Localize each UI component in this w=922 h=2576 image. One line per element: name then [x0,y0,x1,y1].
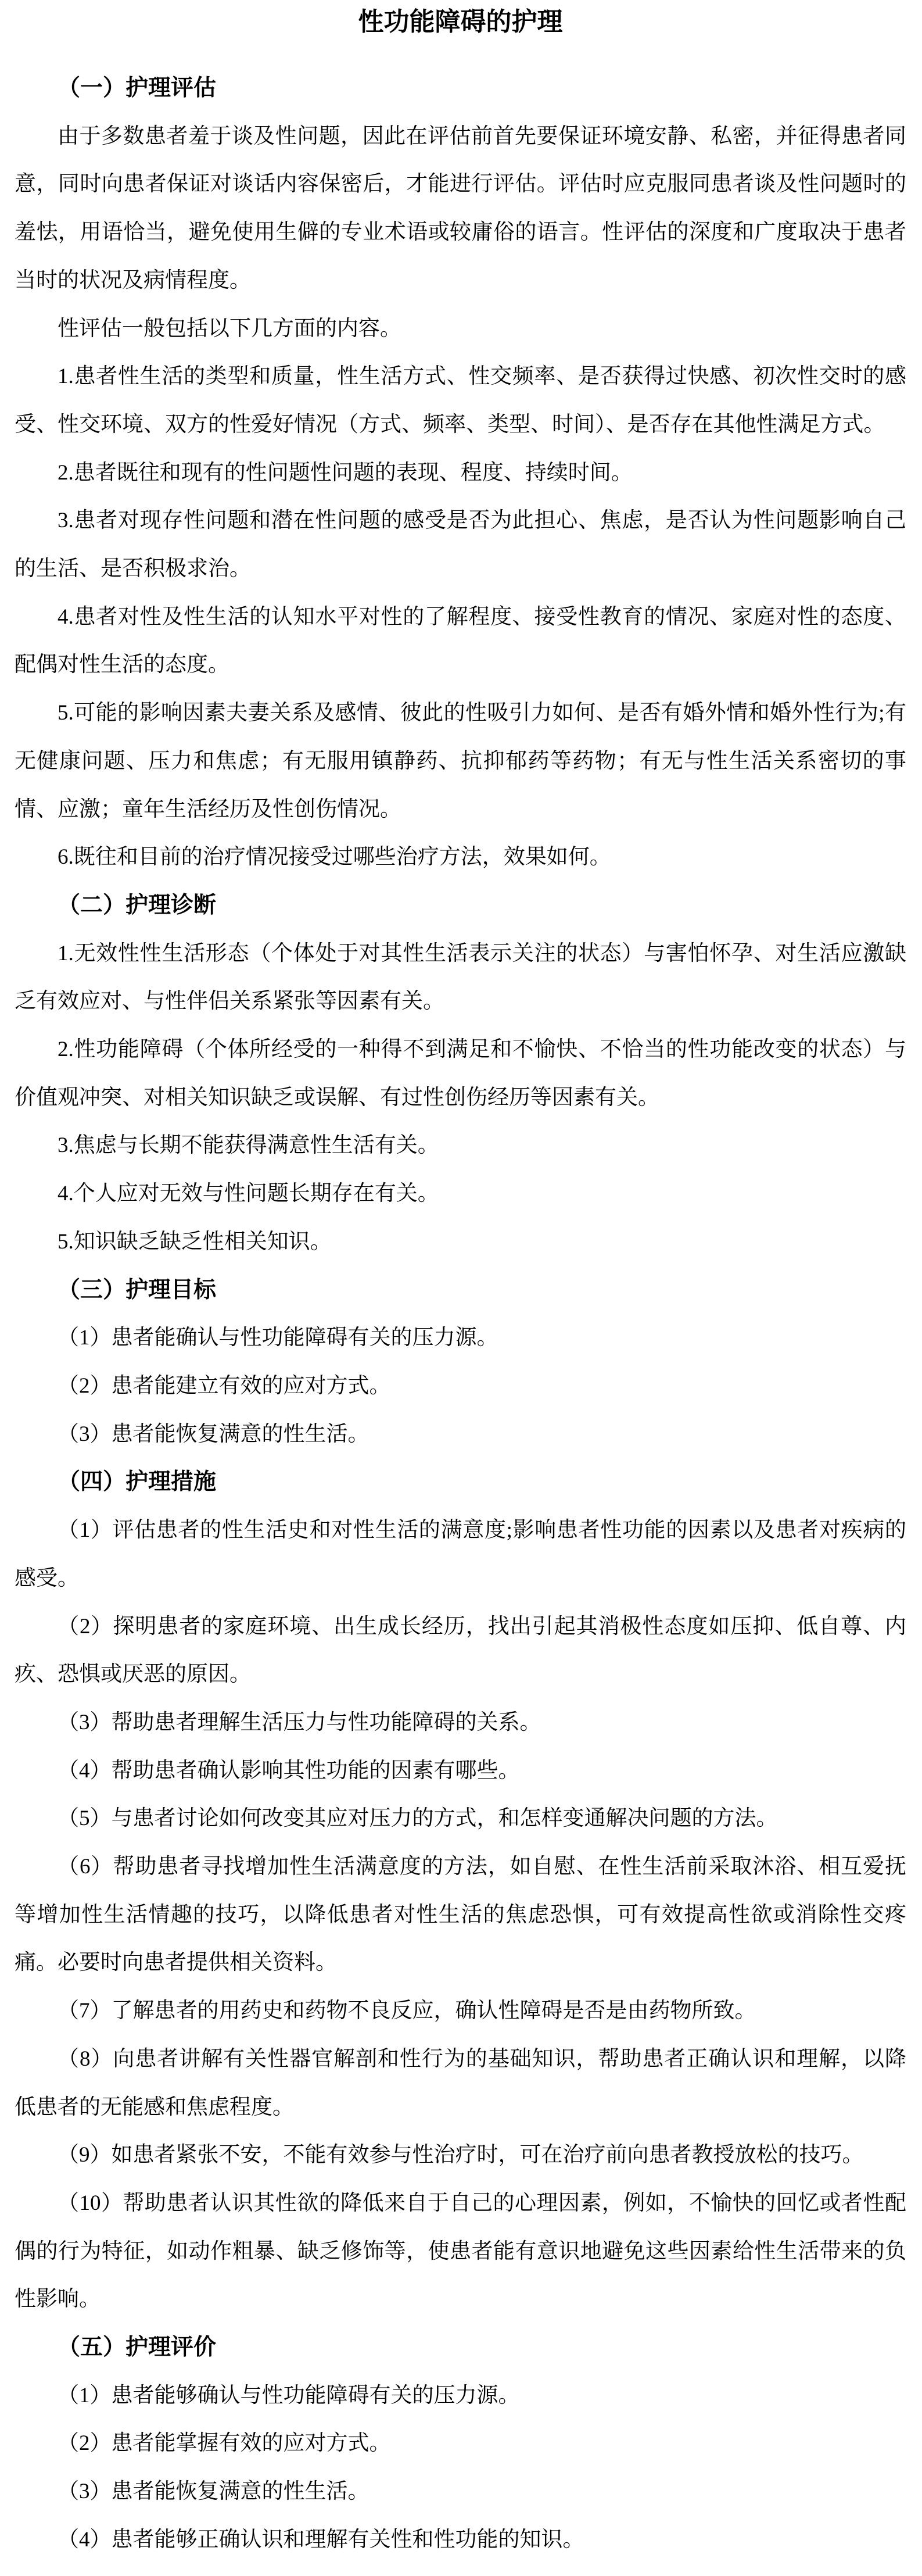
section-heading: （一）护理评估 [58,76,217,101]
paragraph: 3.焦虑与长期不能获得满意性生活有关。 [58,1133,439,1158]
paragraph: （1）患者能够确认与性功能障碍有关的压力源。 [58,2383,520,2407]
paragraph: 4.个人应对无效与性问题长期存在有关。 [58,1182,439,1206]
paragraph: 4.患者对性及性生活的认知水平对性的了解程度、接受性教育的情况、家庭对性的态度、配偶对性生活的态度。 [15,604,906,677]
paragraph: （4）帮助患者确认影响其性功能的因素有哪些。 [58,1758,520,1783]
paragraph: （3）患者能恢复满意的性生活。 [58,1422,369,1446]
page-title: 性功能障碍的护理 [358,8,563,36]
section-nursing-evaluation [15,2324,906,2564]
section-nursing-measures [15,1458,906,2324]
paragraph: （6）帮助患者寻找增加性生活满意度的方法，如自慰、在性生活前采取沐浴、相互爱抚等增加性生活情趣的技巧，以降低患者对性生活的焦虑恐惧，可有效提高性欲或消除性交疼痛。必要时向患者提供相关资料。 [15,1855,906,1975]
section-nursing-diagnosis [15,882,906,1266]
paragraph: （7）了解患者的用药史和药物不良反应，确认性障碍是否是由药物所致。 [58,1999,756,2023]
paragraph: 性评估一般包括以下几方面的内容。 [58,316,401,341]
paragraph: （2）患者能建立有效的应对方式。 [58,1373,391,1398]
paragraph: 由于多数患者羞于谈及性问题，因此在评估前首先要保证环境安静、私密，并征得患者同意，同时向患者保证对谈话内容保密后，才能进行评估。评估时应克服同患者谈及性问题时的羞怯，用语恰当，避免使用生僻的专业术语或较庸俗的语言。性评估的深度和广度取决于患者当时的状况及病情程度。 [15,124,906,292]
section-heading: （四）护理措施 [58,1469,217,1495]
section-nursing-goals [15,1266,906,1459]
paragraph: 1.患者性生活的类型和质量，性生活方式、性交频率、是否获得过快感、初次性交时的感受、性交环境、双方的性爱好情况（方式、频率、类型、时间）、是否存在其他性满足方式。 [15,364,906,437]
paragraph: （2）探明患者的家庭环境、出生成长经历，找出引起其消极性态度如压抑、低自尊、内疚、恐惧或厌恶的原因。 [15,1614,906,1687]
paragraph: （2）患者能掌握有效的应对方式。 [58,2431,391,2456]
section-heading: （三）护理目标 [58,1277,217,1303]
paragraph: 2.性功能障碍（个体所经受的一种得不到满足和不愉快、不恰当的性功能改变的状态）与价值观冲突、对相关知识缺乏或误解、有过性创伤经历等因素有关。 [15,1037,906,1110]
paragraph: （3）患者能恢复满意的性生活。 [58,2480,369,2504]
paragraph: 5.可能的影响因素夫妻关系及感情、彼此的性吸引力如何、是否有婚外情和婚外性行为;有无健康问题、压力和焦虑；有无服用镇静药、抗抑郁药等药物；有无与性生活关系密切的事情、应激；童年生活经历及性创伤情况。 [15,701,906,821]
paragraph: （10）帮助患者认识其性欲的降低来自于自己的心理因素，例如，不愉快的回忆或者性配偶的行为特征，如动作粗暴、缺乏修饰等，使患者能有意识地避免这些因素给性生活带来的负性影响。 [15,2191,906,2312]
paragraph: 2.患者既往和现有的性问题性问题的表现、程度、持续时间。 [58,460,633,485]
section-nursing-assessment [15,65,906,882]
paragraph: （5）与患者讨论如何改变其应对压力的方式，和怎样变通解决问题的方法。 [58,1806,778,1831]
paragraph: （3）帮助患者理解生活压力与性功能障碍的关系。 [58,1710,541,1734]
section-heading: （五）护理评价 [58,2335,217,2360]
paragraph: 1.无效性性生活形态（个体处于对其性生活表示关注的状态）与害怕怀孕、对生活应激缺乏有效应对、与性伴侣关系紧张等因素有关。 [15,941,906,1014]
paragraph: 6.既往和目前的治疗情况接受过哪些治疗方法，效果如何。 [58,845,611,870]
paragraph: （1）评估患者的性生活史和对性生活的满意度;影响患者性功能的因素以及患者对疾病的感受。 [15,1518,906,1590]
paragraph: （9）如患者紧张不安，不能有效参与性治疗时，可在治疗前向患者教授放松的技巧。 [58,2143,864,2167]
paragraph: 3.患者对现存性问题和潜在性问题的感受是否为此担心、焦虑，是否认为性问题影响自己的生活、是否积极求治。 [15,509,906,581]
paragraph: 5.知识缺乏缺乏性相关知识。 [58,1229,332,1254]
paragraph: （4）患者能够正确认识和理解有关性和性功能的知识。 [58,2527,584,2552]
paragraph: （1）患者能确认与性功能障碍有关的压力源。 [58,1326,498,1350]
paragraph: （8）向患者讲解有关性器官解剖和性行为的基础知识，帮助患者正确认识和理解，以降低患者的无能感和焦虑程度。 [15,2047,906,2119]
section-heading: （二）护理诊断 [58,892,217,918]
